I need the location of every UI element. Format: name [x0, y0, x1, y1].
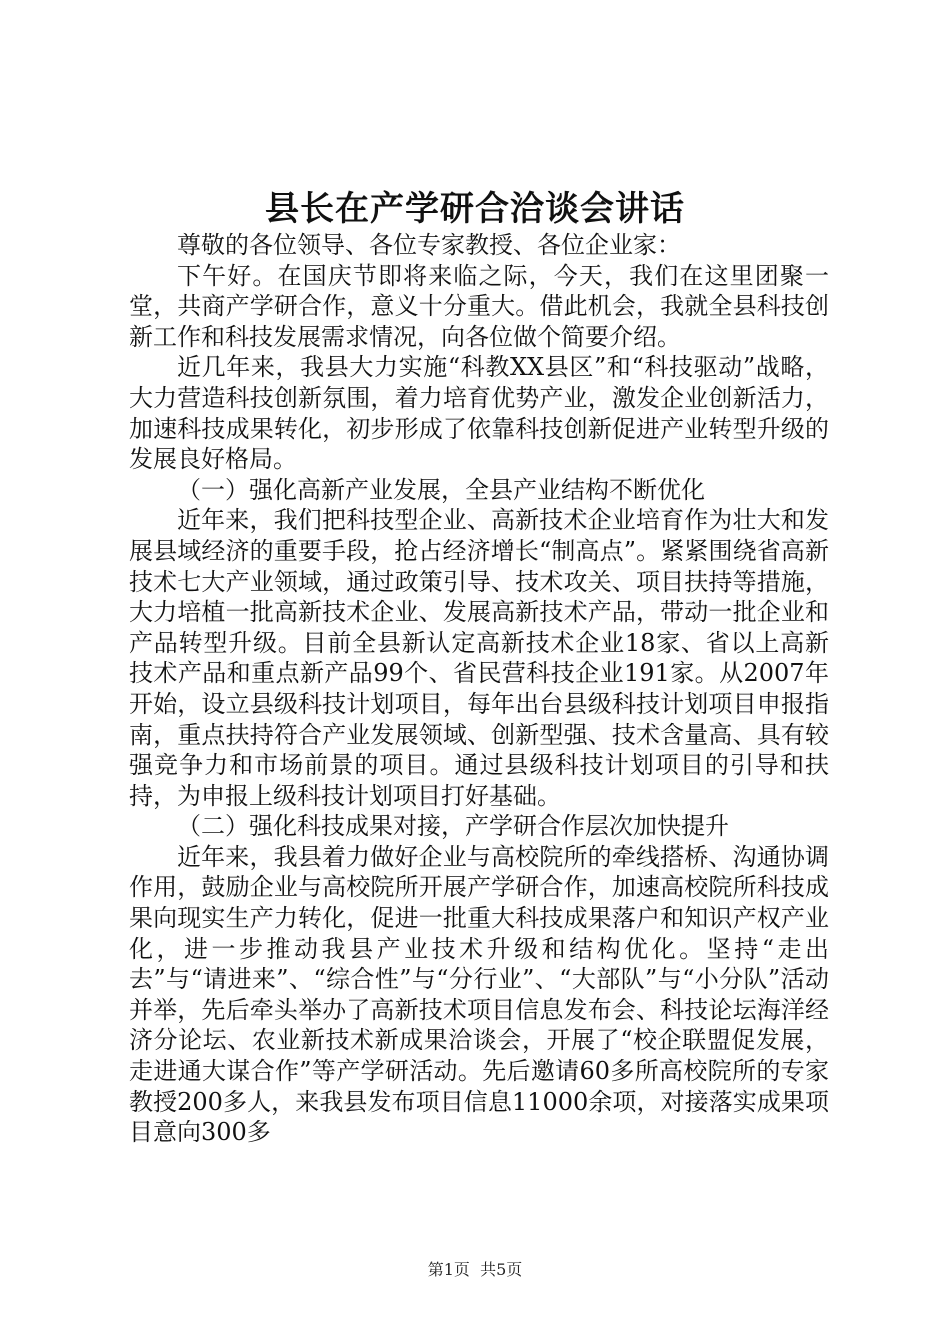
overview-paragraph: 近几年来，我县大力实施“科教XX县区”和“科技驱动”战略，大力营造科技创新氛围，着力培育优势产业，激发企业创新活力，加速科技成果转化，初步形成了依靠科技创新促进产业转型升级的发展良好格局。 — [129, 353, 829, 474]
section-heading-2: （二）强化科技成果对接，产学研合作层次加快提升 — [177, 812, 729, 841]
section-1-paragraph: 近年来，我们把科技型企业、高新技术企业培育作为壮大和发展县域经济的重要手段，抢占经济增长“制高点”。紧紧围绕省高新技术七大产业领域，通过政策引导、技术攻关、项目扶持等措施，大力培植一批高新技术企业、发展高新技术产品，带动一批企业和产品转型升级。目前全县新认定高新技术企业18家、省以上高新技术产品和重点新产品99个、省民营科技企业191家。从2007年开始，设立县级科技计划项目，每年出台县级科技计划项目申报指南，重点扶持符合产业发展领域、创新型强、技术含量高、具有较强竞争力和市场前景的项目。通过县级科技计划项目的引导和扶持，为申报上级科技计划项目打好基础。 — [129, 506, 829, 810]
page-footer — [0, 1260, 950, 1280]
section-heading-1: （一）强化高新产业发展，全县产业结构不断优化 — [177, 475, 705, 504]
footer-spacer — [470, 1260, 480, 1279]
greeting-paragraph: 下午好。在国庆节即将来临之际，今天，我们在这里团聚一堂，共商产学研合作，意义十分重大。借此机会，我就全县科技创新工作和科技发展需求情况，向各位做个简要介绍。 — [129, 261, 829, 351]
section-2-paragraph: 近年来，我县着力做好企业与高校院所的牵线搭桥、沟通协调作用，鼓励企业与高校院所开展产学研合作，加速高校院所科技成果向现实生产力转化，促进一批重大科技成果落户和知识产权产业化，进一步推动我县产业技术升级和结构优化。坚持“走出去”与“请进来”、“综合性”与“分行业”、“大部队”与“小分队”活动并举，先后牵头举办了高新技术项目信息发布会、科技论坛海洋经济分论坛、农业新技术新成果洽谈会，开展了“校企联盟促发展，走进通大谋合作”等产学研活动。先后邀请60多所高校院所的专家教授200多人，来我县发布项目信息11000余项，对接落实成果项目意向300多 — [129, 842, 829, 1147]
salutation-paragraph: 尊敬的各位领导、各位专家教授、各位企业家： — [177, 231, 681, 259]
document-title: 县长在产学研合洽谈会讲话 — [265, 189, 685, 229]
document-body — [129, 230, 829, 1148]
page-number-current: 第1页 — [427, 1260, 470, 1279]
page-number-total: 共5页 — [480, 1260, 523, 1279]
